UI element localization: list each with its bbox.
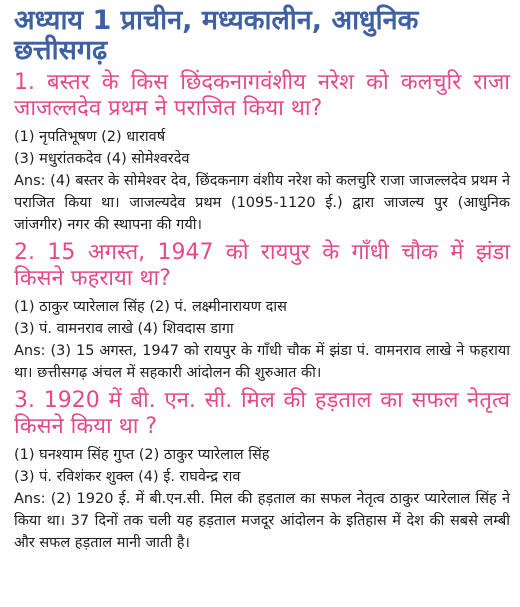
options-line: (3) पं. रविशंकर शुक्ल (4) ई. राघवेन्द्र राव [14, 469, 241, 485]
options-line: (3) मधुरांतकदेव (4) सोमेश्वरदेव [14, 151, 190, 167]
answer-text: Ans: (4) बस्तर के सोमेश्वर देव, छिंदकनाग वंशीय नरेश को कलचुरि राजा जाजल्लदेव प्रथम ने पराजित किया था। जाजल्यदेव प्रथम (1095-1120 ई.) द्वारा जाजल्य पुर (आधुनिक जांजगीर) नगर की स्थापना की गयी। [14, 173, 510, 233]
options-line: (1) ठाकुर प्यारेलाल सिंह (2) पं. लक्ष्मीनारायण दास [14, 299, 287, 315]
question-text: 1. बस्तर के किस छिंदकनागवंशीय नरेश को कलचुरि राजा जाजल्लदेव प्रथम ने पराजित किया था? [14, 70, 510, 121]
question-block-1 [14, 70, 510, 236]
question-block-2 [14, 240, 510, 384]
answer-text: Ans: (2) 1920 ई. में बी.एन.सी. मिल की हड़ताल का सफल नेतृत्व ठाकुर प्यारेलाल सिंह ने किया था। 37 दिनों तक चली यह हड़ताल मजदूर आंदोलन के इतिहास में देश की सबसे लम्बी और सफल हड़ताल मानी जाती है। [14, 491, 510, 551]
options-line: (1) नृपतिभूषण (2) धारावर्ष [14, 129, 166, 145]
question-text: 3. 1920 में बी. एन. सी. मिल की हड़ताल का सफल नेतृत्व किसने किया था ? [14, 388, 510, 439]
options-line: (3) पं. वामनराव लाखे (4) शिवदास डागा [14, 321, 234, 337]
options-line: (1) घनश्याम सिंह गुप्त (2) ठाकुर प्यारेलाल सिंह [14, 447, 270, 463]
page-title: अध्याय 1 प्राचीन, मध्यकालीन, आधुनिक छत्तीसगढ़ [14, 5, 419, 66]
question-block-3 [14, 388, 510, 554]
question-text: 2. 15 अगस्त, 1947 को रायपुर के गाँधी चौक में झंडा किसने फहराया था? [14, 240, 510, 291]
answer-text: Ans: (3) 15 अगस्त, 1947 को रायपुर के गाँधी चौक में झंडा पं. वामनराव लाखे ने फहराया था। छत्तीसगढ़ अंचल में सहकारी आंदोलन की शुरुआत की। [14, 343, 510, 381]
